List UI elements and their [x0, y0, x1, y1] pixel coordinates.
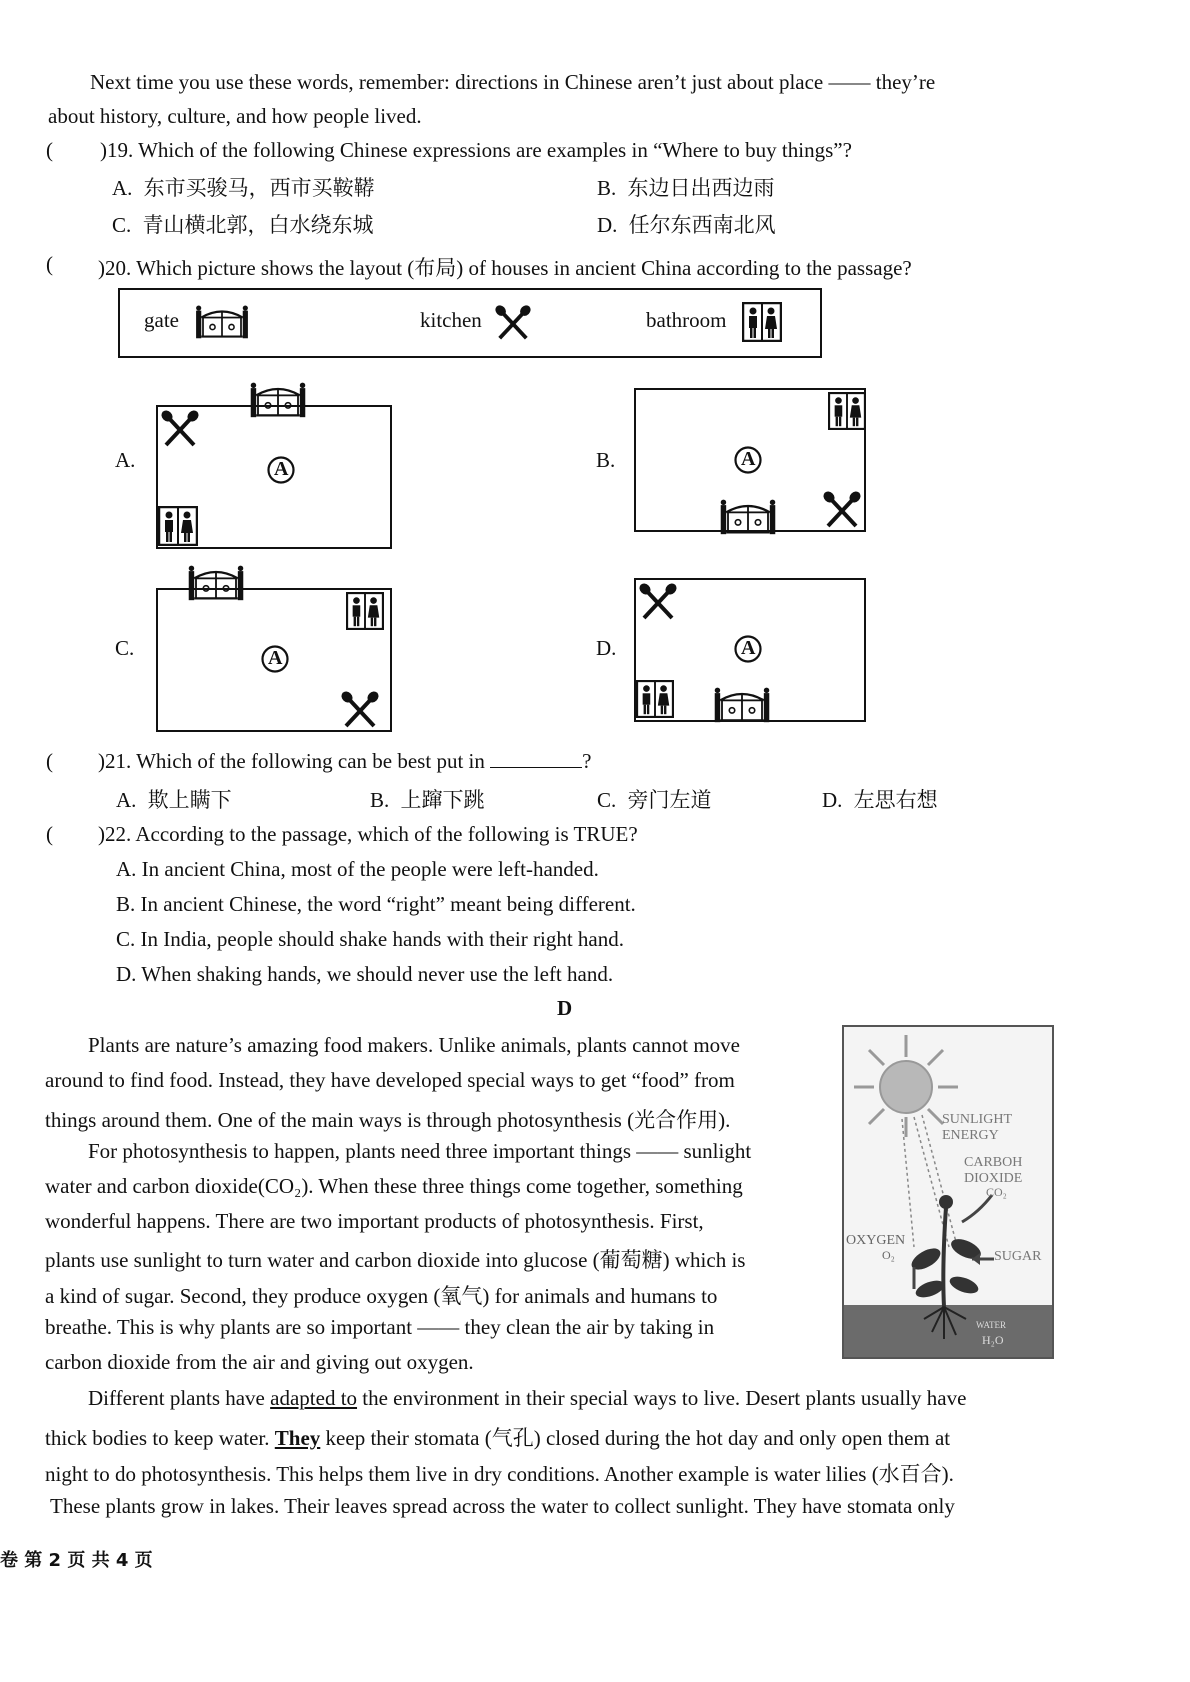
- option-text: 青山横北郭，白水绕东城: [142, 213, 374, 237]
- bathroom-icon: [636, 680, 674, 718]
- kitchen-icon: [160, 409, 200, 449]
- option-letter: B.: [370, 788, 390, 812]
- q21-option-b: [370, 784, 485, 814]
- figure-label-sugar: SUGAR: [994, 1249, 1042, 1264]
- q22-option-b: [116, 892, 636, 917]
- q19-option-b: [597, 172, 775, 202]
- intro-line-2: about history, culture, and how people lived.: [48, 104, 422, 128]
- photosynthesis-illustration: [844, 1027, 1052, 1357]
- option-text: 旁门左道: [627, 788, 712, 812]
- figure-label-energy: ENERGY: [942, 1128, 999, 1143]
- figure-label-dioxide: DIOXIDE: [964, 1171, 1023, 1186]
- passage-text: the environment in their special ways to live. Desert plants usually have: [357, 1386, 967, 1410]
- q21-stem-text: )21. Which of the following can be best put in: [98, 749, 485, 773]
- q21-paren: (: [46, 749, 53, 773]
- q19-option-c: [112, 209, 374, 239]
- intro-line-1: Next time you use these words, remember: directions in Chinese aren’t just about place —— they’re: [90, 70, 936, 94]
- option-letter: A.: [112, 176, 133, 200]
- option-text: In ancient China, most of the people were left-handed.: [141, 857, 599, 881]
- option-text: When shaking hands, we should never use the left hand.: [141, 962, 614, 986]
- option-text: 上蹿下跳: [400, 788, 485, 812]
- option-text: 东边日出西边雨: [627, 176, 775, 200]
- q21-stem: [98, 749, 591, 774]
- section-heading: D: [557, 996, 573, 1020]
- page-footer: 卷 第 2 页 共 4 页: [0, 1550, 153, 1571]
- passage-line: wonderful happens. There are two important products of photosynthesis. First,: [45, 1209, 704, 1233]
- option-text: 左思右想: [853, 788, 938, 812]
- figure-label-carbon: CARBOH: [964, 1155, 1023, 1170]
- q21-option-d: [822, 784, 938, 814]
- figure-label-co2: CO₂: [986, 1185, 1007, 1199]
- passage-text: Different plants have: [88, 1386, 271, 1410]
- passage-line: around to find food. Instead, they have developed special ways to get “food” from: [45, 1068, 735, 1092]
- passage-line: plants use sunlight to turn water and carbon dioxide into glucose (葡萄糖) which is: [45, 1248, 746, 1272]
- legend-bathroom-label: bathroom: [646, 308, 727, 332]
- q21-option-c: [597, 784, 712, 814]
- center-mark-letter: A: [741, 637, 756, 659]
- kitchen-icon: [340, 690, 380, 730]
- passage-text: thick bodies to keep water.: [45, 1426, 275, 1450]
- gate-icon: [240, 379, 316, 419]
- figure-label-oxygen: OXYGEN: [846, 1233, 906, 1248]
- q22-option-a: [116, 857, 599, 882]
- passage-line: night to do photosynthesis. This helps them live in dry conditions. Another example is water lilies (水百合).: [45, 1462, 954, 1486]
- underlined-phrase: adapted to: [270, 1386, 358, 1410]
- option-text: In ancient Chinese, the word “right” meant being different.: [140, 892, 636, 916]
- option-letter: C.: [116, 927, 136, 951]
- q22-option-d: [116, 962, 613, 987]
- q20-paren: (: [46, 252, 53, 276]
- gate-icon: [178, 562, 254, 602]
- option-text: In India, people should shake hands with their right hand.: [140, 927, 624, 951]
- option-letter: D.: [597, 213, 618, 237]
- q22-option-c: [116, 927, 624, 952]
- passage-line: [88, 1386, 966, 1411]
- q21-stem-end: ?: [582, 749, 592, 773]
- option-text: 任尔东西南北风: [628, 213, 776, 237]
- q19-option-d: [597, 209, 776, 239]
- q21-option-a: [116, 784, 232, 814]
- passage-line: breathe. This is why plants are so important —— they clean the air by taking in: [45, 1315, 715, 1339]
- q22-paren: (: [46, 822, 53, 846]
- q20-option-b-label: B.: [596, 448, 616, 472]
- passage-line: carbon dioxide from the air and giving out oxygen.: [45, 1350, 474, 1374]
- center-mark-letter: A: [741, 448, 756, 470]
- option-letter: C.: [112, 213, 132, 237]
- passage-line: things around them. One of the main ways is through photosynthesis (光合作用).: [45, 1108, 731, 1132]
- kitchen-icon: [494, 304, 532, 342]
- passage-line: water and carbon dioxide(CO₂). When these three things come together, something: [45, 1174, 743, 1198]
- legend-gate-label: gate: [144, 308, 179, 332]
- q19-stem: )19. Which of the following Chinese expressions are examples in “Where to buy things”?: [100, 138, 852, 162]
- option-letter: A.: [116, 788, 137, 812]
- kitchen-icon: [638, 582, 678, 622]
- bathroom-icon: [158, 506, 198, 546]
- legend-kitchen-label: kitchen: [420, 308, 482, 332]
- q20-option-d-label: D.: [596, 636, 617, 660]
- figure-label-water: WATER: [976, 1320, 1006, 1330]
- bathroom-icon: [742, 302, 782, 342]
- passage-line: For photosynthesis to happen, plants need three important things —— sunlight: [88, 1139, 752, 1163]
- option-text: 欺上瞒下: [147, 788, 232, 812]
- option-letter: A.: [116, 857, 137, 881]
- q19-paren: (: [46, 138, 53, 162]
- option-letter: D.: [822, 788, 843, 812]
- center-mark-letter: A: [268, 647, 283, 669]
- q20-option-c-label: C.: [115, 636, 135, 660]
- q19-option-a: [112, 172, 375, 202]
- bathroom-icon: [828, 392, 866, 430]
- gate-icon: [704, 684, 780, 724]
- option-letter: B.: [116, 892, 136, 916]
- passage-line: Plants are nature’s amazing food makers. Unlike animals, plants cannot move: [88, 1033, 740, 1057]
- q20-stem: )20. Which picture shows the layout (布局) of houses in ancient China according to the passage?: [98, 256, 912, 280]
- passage-text: keep their stomata (气孔) closed during the hot day and only open them at: [320, 1426, 951, 1450]
- option-letter: D.: [116, 962, 137, 986]
- option-text: 东市买骏马，西市买鞍鞯: [143, 176, 375, 200]
- gate-icon: [188, 302, 256, 340]
- passage-line: [45, 1422, 950, 1452]
- passage-line: These plants grow in lakes. Their leaves spread across the water to collect sunlight. They have stomata only: [50, 1494, 955, 1518]
- figure-label-o2: O₂: [882, 1248, 895, 1262]
- figure-label-sunlight: SUNLIGHT: [942, 1112, 1012, 1127]
- bathroom-icon: [346, 592, 384, 630]
- q22-stem: )22. According to the passage, which of the following is TRUE?: [98, 822, 638, 846]
- figure-label-h2o: H₂O: [982, 1333, 1004, 1347]
- underlined-word: They: [274, 1426, 321, 1450]
- photosynthesis-figure: [842, 1025, 1054, 1359]
- q21-blank: [490, 749, 582, 768]
- center-mark-letter: A: [274, 458, 289, 480]
- q20-option-a-label: A.: [115, 448, 136, 472]
- passage-line: a kind of sugar. Second, they produce oxygen (氧气) for animals and humans to: [45, 1284, 718, 1308]
- gate-icon: [710, 496, 786, 536]
- option-letter: C.: [597, 788, 617, 812]
- option-letter: B.: [597, 176, 617, 200]
- kitchen-icon: [822, 490, 862, 530]
